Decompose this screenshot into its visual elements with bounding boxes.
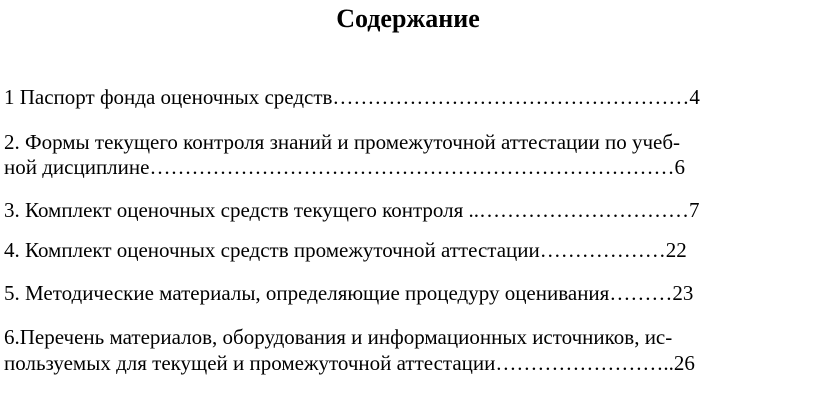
toc-entry-1: 1 Паспорт фонда оценочных средств……………………………………………4 [4,85,700,109]
toc-entry-2-line-2: ной дисциплине…………………………………………………………………6 [4,155,685,179]
toc-entry-4: 4. Комплект оценочных средств промежуточной аттестации………………22 [4,238,687,262]
page-title: Содержание [336,4,480,33]
toc-entry-2-line-1: 2. Формы текущего контроля знаний и промежуточной аттестации по учеб- [4,130,681,154]
toc-entry-6-line-2: пользуемых для текущей и промежуточной аттестации……………………..26 [4,351,695,375]
toc-entry-6-line-1: 6.Перечень материалов, оборудования и информационных источников, ис- [4,325,673,349]
toc-entry-3: 3. Комплект оценочных средств текущего контроля ..…………………………7 [4,198,700,222]
toc-entry-5: 5. Методические материалы, определяющие процедуру оценивания………23 [4,281,694,305]
